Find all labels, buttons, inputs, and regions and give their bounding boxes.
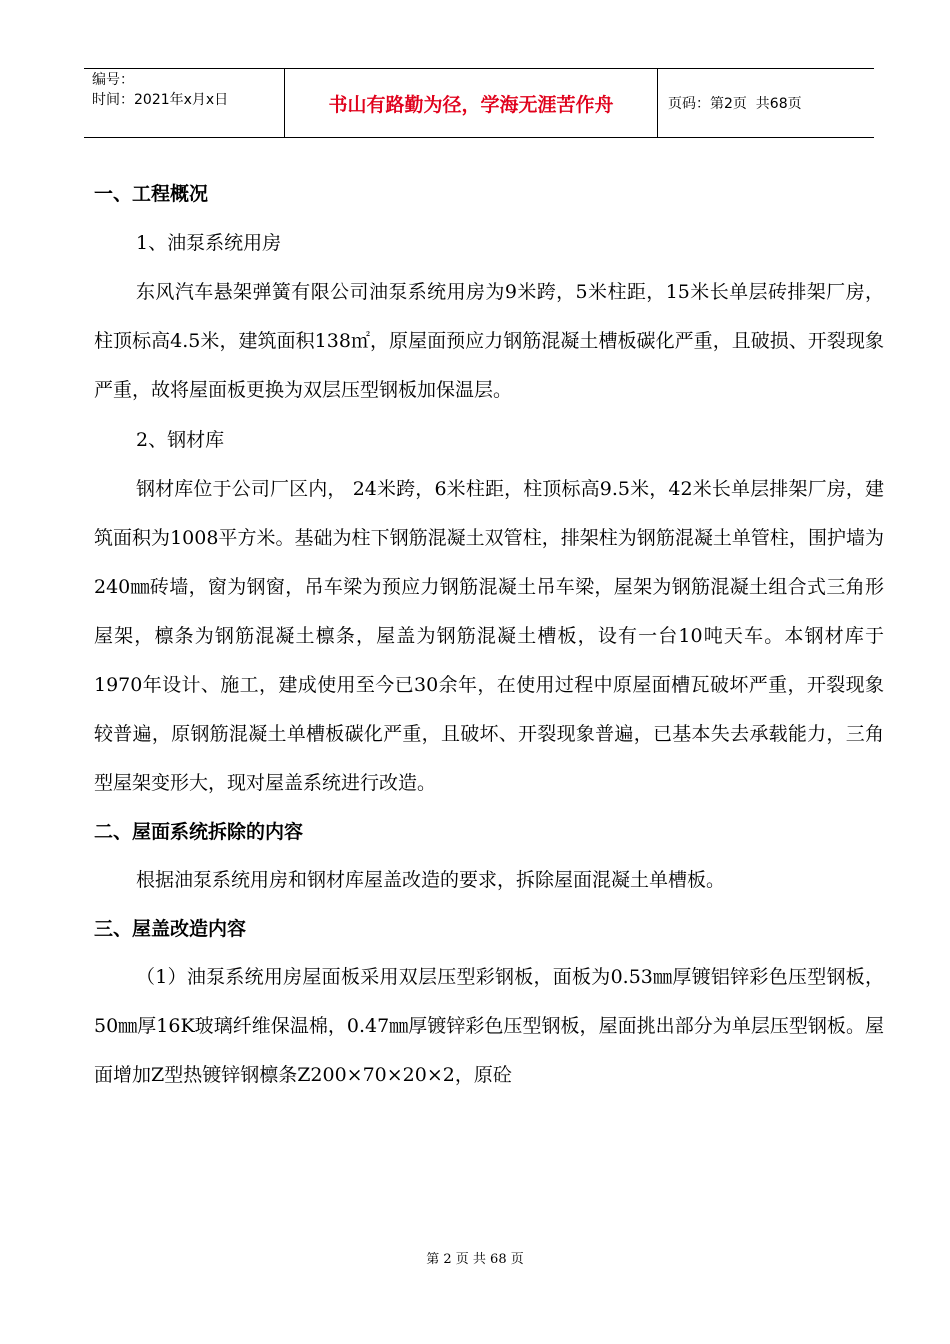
number-label: 编号： <box>92 72 134 88</box>
paragraph-renovation: （1）油泵系统用房屋面板采用双层压型彩钢板，面板为0.53㎜厚镀铝锌彩色压型钢板，50㎜厚16K玻璃纤维保温棉，0.47㎜厚镀锌彩色压型钢板，屋面挑出部分为单层压型钢板。屋面增加Z型热镀锌钢檩条Z200×70×20×2，原砼 <box>94 966 884 1086</box>
subheading-oil-pump-room: 1、油泵系统用房 <box>136 232 282 254</box>
subheading-steel-warehouse: 2、钢材库 <box>136 429 225 451</box>
section-heading-renovation: 三、屋盖改造内容 <box>94 918 247 940</box>
paragraph-steel-warehouse: 钢材库位于公司厂区内， 24米跨，6米柱距，柱顶标高9.5米，42米长单层排架厂房，建筑面积为1008平方米。基础为柱下钢筋混凝土双管柱，排架柱为钢筋混凝土单管柱，围护墙为240㎜砖墙，窗为钢窗，吊车梁为预应力钢筋混凝土吊车梁，屋架为钢筋混凝土组合式三角形屋架，檩条为钢筋混凝土檩条，屋盖为钢筋混凝土槽板，设有一台10吨天车。本钢材库于1970年设计、施工，建成使用至今已30余年，在使用过程中原屋面槽瓦破坏严重，开裂现象较普遍，原钢筋混凝土单槽板碳化严重，且破坏、开裂现象普遍，已基本失去承载能力，三角型屋架变形大，现对屋盖系统进行改造。 <box>94 478 884 794</box>
page-footer: 第 2 页 共 68 页 <box>426 1252 524 1267</box>
section-heading-demolition: 二、屋面系统拆除的内容 <box>94 821 304 843</box>
header-page-info: 页码：第2页 共68页 <box>668 96 802 112</box>
time-label: 时间：2021年x月x日 <box>92 92 229 108</box>
paragraph-oil-pump-room: 东风汽车悬架弹簧有限公司油泵系统用房为9米跨，5米柱距，15米长单层砖排架厂房，柱顶标高4.5米，建筑面积138㎡，原屋面预应力钢筋混凝土槽板碳化严重，且破损、开裂现象严重，故将屋面板更换为双层压型钢板加保温层。 <box>94 281 884 401</box>
section-heading-overview: 一、工程概况 <box>94 183 209 205</box>
page-header <box>84 68 874 138</box>
header-meta <box>84 69 284 137</box>
document-body <box>94 170 884 1100</box>
paragraph-demolition: 根据油泵系统用房和钢材库屋盖改造的要求，拆除屋面混凝土单槽板。 <box>136 869 726 891</box>
header-motto: 书山有路勤为径，学海无涯苦作舟 <box>284 69 658 137</box>
